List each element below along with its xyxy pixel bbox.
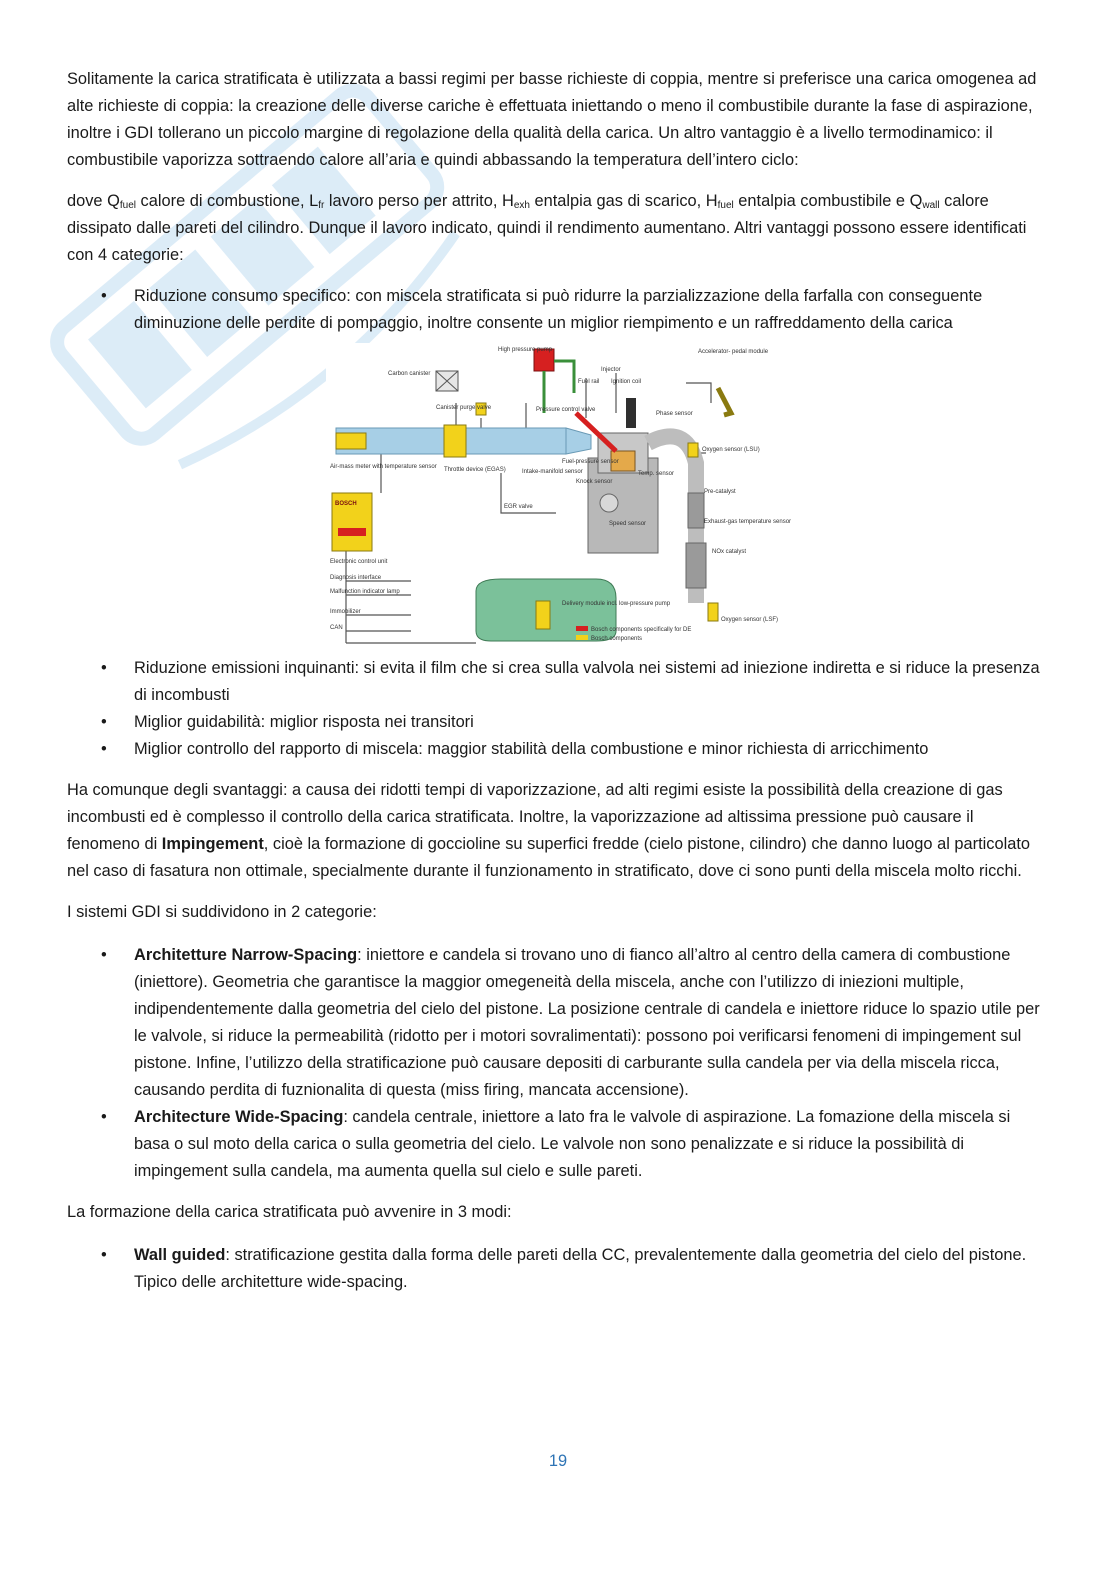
list-item: • Architecture Wide-Spacing: candela centrale, iniettore a lato fra le valvole di aspirazione. La fomazione della miscela si basa o sul moto della carica o sulla geometria del cielo. Le valvole non sono penalizzate e si riduce la possibilità di impingement sulla candela, ma aumenta quella sul cielo e sulle pareti.: [67, 1104, 1042, 1185]
label-malfunction-lamp: Malfunction indicator lamp: [330, 589, 400, 595]
label-temp-sensor: Temp. sensor: [638, 471, 675, 477]
advantages-list-continued: [67, 655, 1042, 763]
bullet-icon: •: [101, 713, 107, 731]
label-high-pressure-pump: High pressure pump: [498, 347, 553, 353]
label-delivery-module: Delivery module incl. low-pressure pump: [562, 601, 671, 607]
paragraph-definitions: dove $Q_{fuel}$ calore di combustione, $L_{fr}$ lavoro perso per attrito, $H_{exh}$ entalpia gas di scarico, $H_{fuel}$ entalpia combustibile e $Q_{wall}$ calore dissipato dalle pareti del cilindro. Dunque il lavoro indicato, quindi il rendimento aumentano. Altri vantaggi possono essere identificati con 4 categorie:: [67, 192, 1027, 264]
label-ignition-coil: Ignition coil: [611, 379, 642, 385]
bullet-icon: •: [101, 946, 107, 964]
label-canister-purge: Canister purge valve: [436, 405, 492, 411]
bullet-icon: •: [101, 1108, 107, 1126]
label-bosch: BOSCH: [335, 501, 357, 507]
label-ecu: Electronic control unit: [330, 559, 388, 565]
label-carbon-canister: Carbon canister: [388, 371, 431, 377]
label-can: CAN: [330, 625, 343, 631]
paragraph: I sistemi GDI si suddividono in 2 categorie:: [67, 903, 377, 921]
list-item: • Riduzione emissioni inquinanti: si evita il film che si crea sulla valvola nei sistemi ad iniezione indiretta e si riduce la presenza di incombusti: [67, 655, 1042, 709]
label-immobilizer: Immobilizer: [330, 609, 361, 615]
label-exhaust-gas-temp: Exhaust-gas temperature sensor: [704, 519, 792, 525]
label-air-mass-meter: Air-mass meter with temperature sensor: [330, 464, 437, 470]
label-diagnosis: Diagnosis interface: [330, 575, 382, 581]
label-nox-catalyst: NOx catalyst: [712, 549, 747, 555]
label-injector: Injector: [601, 367, 621, 373]
label-oxygen-sensor-lsf: Oxygen sensor (LSF): [721, 617, 779, 623]
label-knock-sensor: Knock sensor: [576, 479, 613, 485]
label-phase-sensor: Phase sensor: [656, 411, 693, 417]
label-speed-sensor: Speed sensor: [609, 521, 647, 527]
bullet-icon: •: [101, 659, 107, 677]
gdi-categories-list: [67, 942, 1042, 1185]
label-throttle-device: Throttle device (EGAS): [444, 467, 506, 473]
document-body: [67, 66, 1042, 1310]
list-item: • Miglior guidabilità: miglior risposta nei transitori: [67, 709, 1042, 736]
paragraph: La formazione della carica stratificata può avvenire in 3 modi:: [67, 1203, 512, 1221]
list-item: • Architetture Narrow-Spacing: iniettore e candela si trovano uno di fianco all’altro al centro della camera di combustione (iniettore). Geometria che garantisce la maggior omegeneità della miscela, anche con l’utilizzo di iniezioni multiple, indipendentemente dalla geometria del cielo del pistone. La posizione centrale di candela e iniettore riduce lo spazio utile per le valvole, si riduce la permeabilità (ridotto per i motori sovralimentati): possono poi verificarsi fenomeni di impingement sul pistone. Infine, l’utilizzo della stratificazione può causare depositi di carburante sulla candela per via della miscela ricca, causando perdita di fuznionalita di questa (miss firing, mancata accensione).: [67, 942, 1042, 1104]
stratification-modes-list: [67, 1242, 1042, 1296]
paragraph-disadvantages: Ha comunque degli svantaggi: a causa dei ridotti tempi di vaporizzazione, ad alti regimi esiste la possibilità della creazione di gas incombusti ed è complesso il controllo della carica stratificata. Inoltre, la vaporizzazione ad altissima pressione può causare il fenomeno di Impingement, cioè la formazione di goccioline su superfici fredde (cielo pistone, cilindro) che danno luogo al particolato nel caso di fasatura non ottimale, specialmente durante il funzionamento in stratificato, dove ci sono punti della miscela molto ricchi.: [67, 781, 1031, 880]
bullet-icon: •: [101, 1246, 107, 1264]
advantages-list: [67, 283, 1042, 337]
label-fuel-pressure-sensor: Fuel-pressure sensor: [562, 459, 619, 465]
legend-yellow-label: Bosch components: [591, 636, 643, 642]
legend-red-label: Bosch components specifically for DE: [591, 627, 692, 633]
label-egr-valve: EGR valve: [504, 504, 533, 510]
label-fuel-rail: Fuel rail: [578, 379, 600, 385]
bullet-icon: •: [101, 287, 107, 305]
list-item: • Miglior controllo del rapporto di miscela: maggior stabilità della combustione e minor richiesta di arricchimento: [67, 736, 1042, 763]
gdi-system-diagram: [326, 343, 792, 649]
paragraph: Solitamente la carica stratificata è utilizzata a bassi regimi per basse richieste di coppia, mentre si preferisce una carica omogenea ad alte richieste di coppia: la creazione delle diverse cariche è effettuata iniettando o meno il combustibile durante la fase di aspirazione, inoltre i GDI tollerano un piccolo margine di regolazione della qualità della carica. Un altro vantaggio è a livello termodinamico: il combustibile vaporizza sottraendo calore all’aria e quindi abbassando la temperatura dell’intero ciclo:: [67, 70, 1037, 169]
label-intake-manifold: Intake-manifold sensor: [522, 469, 583, 475]
label-accelerator-pedal: Accelerator- pedal module: [698, 349, 769, 355]
label-oxygen-sensor-lsu: Oxygen sensor (LSU): [702, 447, 760, 453]
list-item: • Riduzione consumo specifico: con miscela stratificata si può ridurre la parzializzazione della farfalla con conseguente diminuzione delle perdite di pompaggio, inoltre consente un miglior riempimento e un raffreddamento della carica: [67, 283, 1042, 337]
list-item: • Wall guided: stratificazione gestita dalla forma delle pareti della CC, prevalentemente dalla geometria del cielo del pistone. Tipico delle architetture wide-spacing.: [67, 1242, 1042, 1296]
bullet-icon: •: [101, 740, 107, 758]
page-number: 19: [548, 1452, 568, 1470]
label-pressure-control: Pressure control valve: [536, 407, 596, 413]
label-pre-catalyst: Pre-catalyst: [704, 489, 736, 495]
